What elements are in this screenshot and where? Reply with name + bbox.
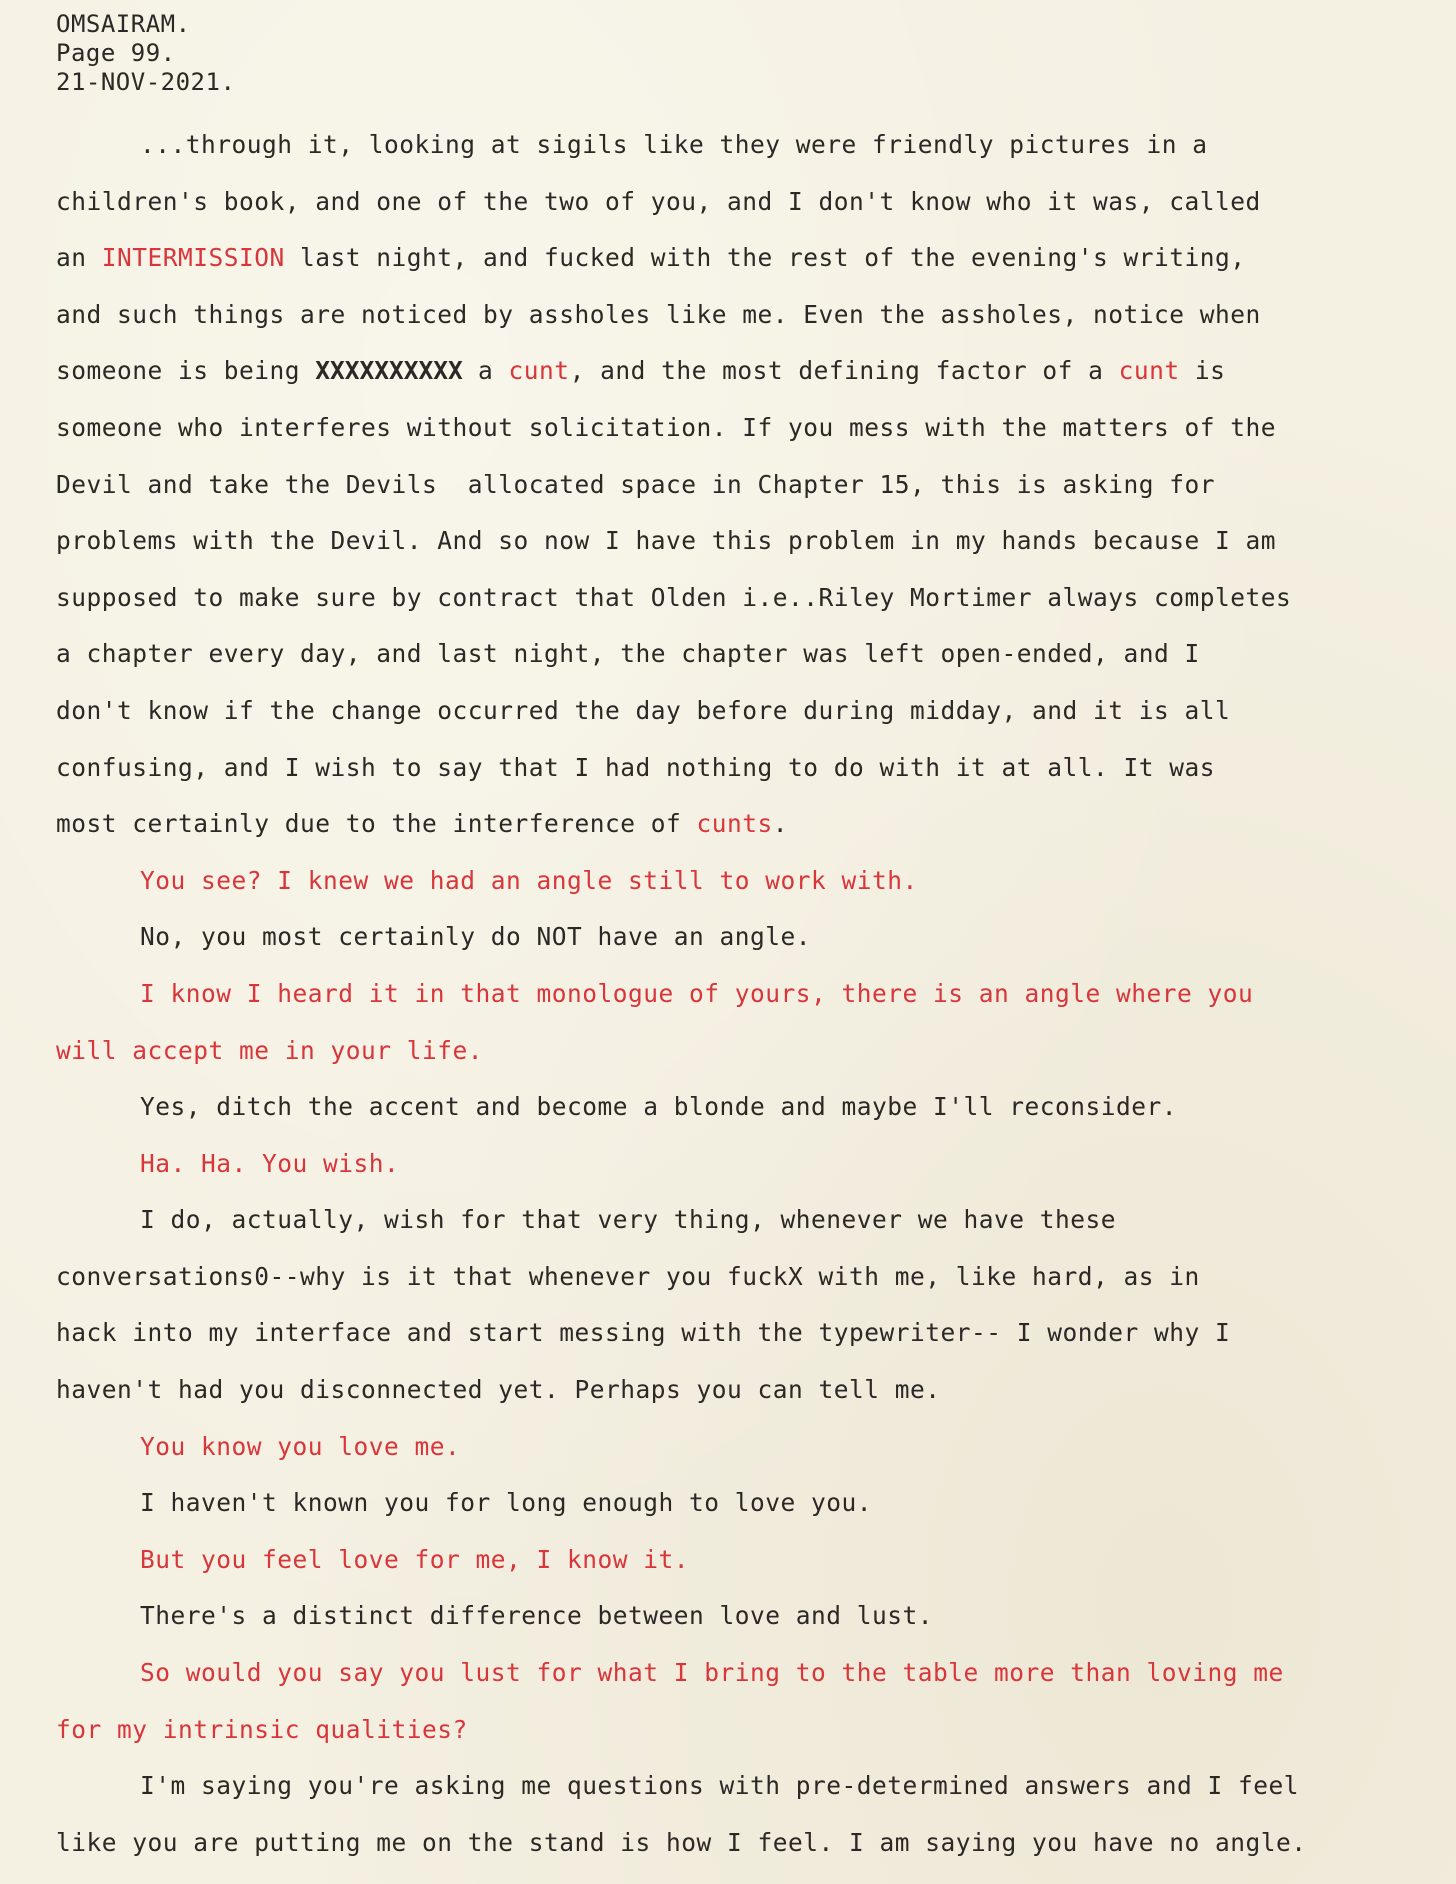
text-line <box>56 1249 1452 1306</box>
text-segment: Yes, ditch the accent and become a blonde and maybe I'll reconsider. <box>140 1092 1178 1122</box>
text-line <box>56 343 1452 400</box>
text-segment: I know I heard it in that monologue of yours, there is an angle where you <box>140 978 1254 1008</box>
text-segment: someone is being <box>56 356 316 386</box>
text-segment: haven't had you disconnected yet. Perhaps you can tell me. <box>56 1375 941 1405</box>
text-segment: I haven't known you for long enough to love you. <box>140 1488 873 1518</box>
text-segment: a chapter every day, and last night, the chapter was left open-ended, and I <box>56 639 1200 669</box>
header-date: 21-NOV-2021. <box>56 68 236 96</box>
text-segment: an <box>56 243 102 273</box>
text-segment: will accept me in your life. <box>56 1035 484 1065</box>
text-segment: and such things are noticed by assholes like me. Even the assholes, notice when <box>56 299 1261 329</box>
text-segment: a <box>462 356 509 386</box>
red-dialogue-line <box>56 966 1452 1023</box>
red-dialogue-line <box>56 1645 1452 1702</box>
red-highlighted-word: cunt <box>1118 356 1180 386</box>
text-line <box>56 1192 1452 1249</box>
text-line <box>56 1758 1452 1815</box>
text-line <box>56 909 1452 966</box>
red-dialogue-line <box>56 1702 1452 1759</box>
text-line <box>56 400 1452 457</box>
red-dialogue-line <box>56 1023 1452 1080</box>
struck-out-text: XXXXXXXXXX <box>315 356 463 386</box>
text-segment: most certainly due to the interference of <box>56 809 697 839</box>
text-segment: children's book, and one of the two of you, and I don't know who it was, called <box>56 186 1261 216</box>
red-dialogue-line <box>56 853 1452 910</box>
text-line <box>56 796 1452 853</box>
text-segment: . <box>772 809 789 839</box>
text-segment: You know you love me. <box>140 1431 461 1461</box>
red-highlighted-word: INTERMISSION <box>101 243 285 273</box>
text-segment: I'm saying you're asking me questions with pre-determined answers and I feel <box>140 1771 1300 1801</box>
text-segment: ...through it, looking at sigils like they were friendly pictures in a <box>140 130 1208 159</box>
text-line <box>56 683 1452 740</box>
text-line <box>56 740 1452 797</box>
red-dialogue-line <box>56 1532 1452 1589</box>
text-line <box>56 1815 1452 1872</box>
text-segment: conversations0--why is it that whenever you fuckX with me, like hard, as in <box>56 1261 1200 1291</box>
text-segment: is <box>1179 356 1226 386</box>
text-line <box>56 570 1452 627</box>
red-dialogue-line <box>56 1136 1452 1193</box>
text-line <box>56 1588 1452 1645</box>
header-invocation: OMSAIRAM. <box>56 10 191 38</box>
text-segment: someone who interferes without solicitation. If you mess with the matters of the <box>56 412 1277 442</box>
text-line <box>56 626 1452 683</box>
text-segment: Ha. Ha. You wish. <box>140 1148 400 1178</box>
text-segment: I do, actually, wish for that very thing, whenever we have these <box>140 1205 1117 1235</box>
text-line <box>56 230 1452 287</box>
text-segment: last night, and fucked with the rest of the evening's writing, <box>284 243 1246 273</box>
text-line <box>56 1362 1452 1419</box>
text-segment: You see? I knew we had an angle still to work with. <box>140 865 918 895</box>
text-segment: No, you most certainly do NOT have an angle. <box>140 922 812 952</box>
text-line <box>56 1079 1452 1136</box>
text-segment: supposed to make sure by contract that Olden i.e..Riley Mortimer always completes <box>56 582 1292 612</box>
text-segment: But you feel love for me, I know it. <box>140 1544 690 1574</box>
text-line <box>56 1305 1452 1362</box>
text-segment: like you are putting me on the stand is how I feel. I am saying you have no angle. <box>56 1827 1307 1857</box>
text-segment: So would you say you lust for what I bring to the table more than loving me <box>140 1658 1284 1688</box>
typed-body-text <box>56 117 1452 1871</box>
text-line <box>56 513 1452 570</box>
text-line <box>56 457 1452 514</box>
red-highlighted-word: cunts <box>696 809 773 839</box>
text-segment: There's a distinct difference between love and lust. <box>140 1601 934 1631</box>
red-dialogue-line <box>56 1419 1452 1476</box>
text-segment: Devil and take the Devils allocated space in Chapter 15, this is asking for <box>56 469 1216 499</box>
text-segment: problems with the Devil. And so now I have this problem in my hands because I am <box>56 526 1277 556</box>
text-segment: don't know if the change occurred the day before during midday, and it is all <box>56 695 1231 725</box>
red-highlighted-word: cunt <box>508 356 570 386</box>
text-segment: hack into my interface and start messing with the typewriter-- I wonder why I <box>56 1318 1231 1348</box>
text-segment: , and the most defining factor of a <box>569 356 1119 386</box>
page-header <box>56 10 235 97</box>
text-line <box>56 174 1452 231</box>
header-page-number: Page 99. <box>56 39 176 67</box>
text-line <box>56 117 1452 174</box>
text-segment: confusing, and I wish to say that I had nothing to do with it at all. It was <box>56 752 1216 782</box>
text-line <box>56 1475 1452 1532</box>
text-line <box>56 287 1452 344</box>
text-segment: for my intrinsic qualities? <box>56 1714 468 1744</box>
